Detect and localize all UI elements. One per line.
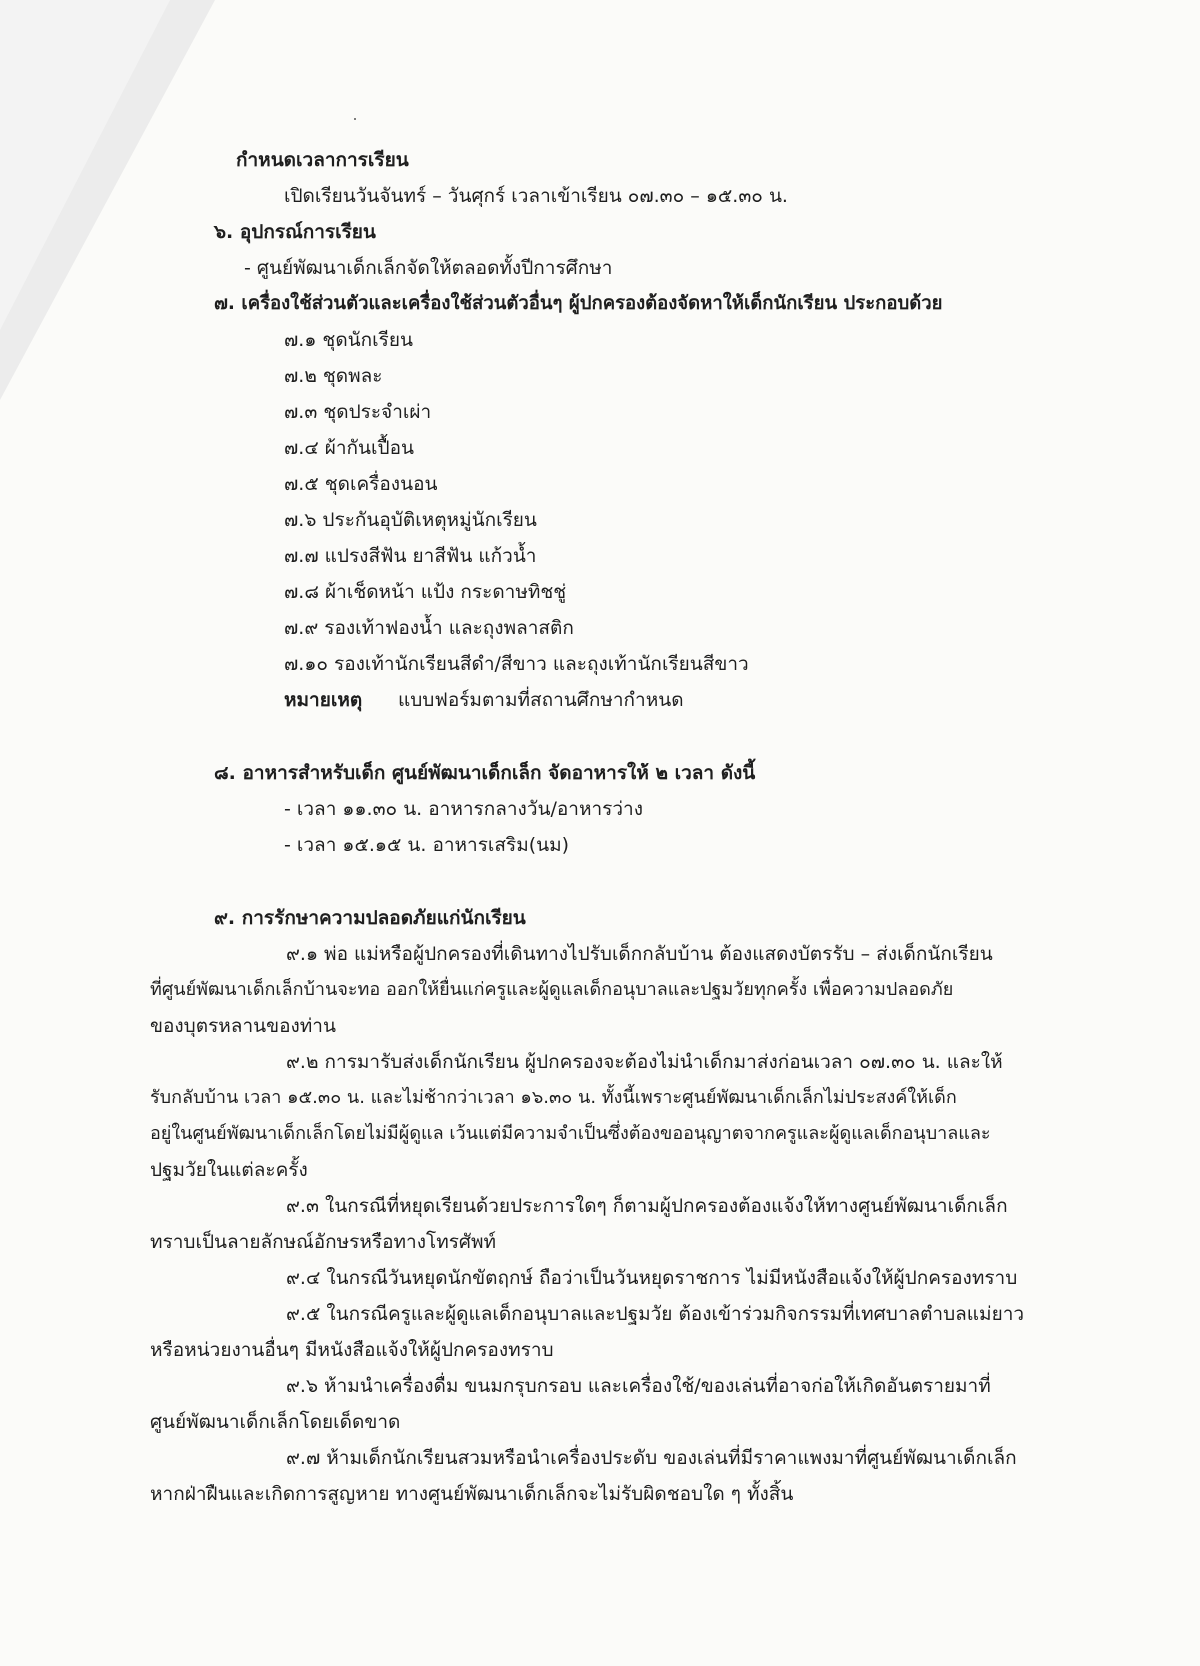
section-9-line: ๙.๒ การมารับส่งเด็กนักเรียน ผู้ปกครองจะต้องไม่นำเด็กมาส่งก่อนเวลา ๐๗.๓๐ น. และให้ bbox=[286, 1051, 1003, 1073]
section-9-heading: ๙. การรักษาความปลอดภัยแก่นักเรียน bbox=[214, 907, 526, 929]
section-9-line: อยู่ในศูนย์พัฒนาเด็กเล็กโดยไม่มีผู้ดูแล เว้นแต่มีความจำเป็นซึ่งต้องขออนุญาตจากครูและผู้ดูแลเด็กอนุบาลและ bbox=[150, 1123, 991, 1144]
schedule-heading: กำหนดเวลาการเรียน bbox=[236, 149, 409, 171]
section-9-line: ๙.๗ ห้ามเด็กนักเรียนสวมหรือนำเครื่องประดับ ของเล่นที่มีราคาแพงมาที่ศูนย์พัฒนาเด็กเล็ก bbox=[286, 1447, 1017, 1469]
section-6-line: - ศูนย์พัฒนาเด็กเล็กจัดให้ตลอดทั้งปีการศึกษา bbox=[244, 257, 613, 279]
section-9-line: ๙.๕ ในกรณีครูและผู้ดูแลเด็กอนุบาลและปฐมวัย ต้องเข้าร่วมกิจกรรมที่เทศบาลตำบลแม่ยาว bbox=[286, 1303, 1025, 1325]
section-7-item: ๗.๔ ผ้ากันเปื้อน bbox=[284, 437, 414, 459]
speck bbox=[354, 118, 356, 120]
section-9-line: ๙.๔ ในกรณีวันหยุดนักขัตฤกษ์ ถือว่าเป็นวันหยุดราชการ ไม่มีหนังสือแจ้งให้ผู้ปกครองทราบ bbox=[286, 1267, 1018, 1289]
section-9-line: ที่ศูนย์พัฒนาเด็กเล็กบ้านจะทอ ออกให้ยื่นแก่ครูและผู้ดูแลเด็กอนุบาลและปฐมวัยทุกครั้ง เพื่อความปลอดภัย bbox=[150, 979, 954, 1000]
section-7-heading: ๗. เครื่องใช้ส่วนตัวและเครื่องใช้ส่วนตัวอื่นๆ ผู้ปกครองต้องจัดหาให้เด็กนักเรียน ประกอบด้วย bbox=[214, 293, 943, 314]
folded-corner bbox=[0, 0, 170, 330]
section-7-item: ๗.๑๐ รองเท้านักเรียนสีดำ/สีขาว และถุงเท้านักเรียนสีขาว bbox=[284, 653, 749, 675]
section-6-heading: ๖. อุปกรณ์การเรียน bbox=[214, 221, 376, 243]
schedule-line: เปิดเรียนวันจันทร์ – วันศุกร์ เวลาเข้าเรียน ๐๗.๓๐ – ๑๕.๓๐ น. bbox=[284, 185, 788, 207]
section-9-line: ของบุตรหลานของท่าน bbox=[150, 1015, 336, 1037]
section-8-heading: ๘. อาหารสำหรับเด็ก ศูนย์พัฒนาเด็กเล็ก จัดอาหารให้ ๒ เวลา ดังนี้ bbox=[214, 762, 756, 784]
section-9-line: ศูนย์พัฒนาเด็กเล็กโดยเด็ดขาด bbox=[150, 1411, 401, 1433]
section-9-line: หรือหน่วยงานอื่นๆ มีหนังสือแจ้งให้ผู้ปกครองทราบ bbox=[150, 1339, 554, 1361]
section-9-line: ๙.๓ ในกรณีที่หยุดเรียนด้วยประการใดๆ ก็ตามผู้ปกครองต้องแจ้งให้ทางศูนย์พัฒนาเด็กเล็ก bbox=[286, 1195, 1008, 1217]
section-7-item: ๗.๒ ชุดพละ bbox=[284, 365, 383, 387]
note-label: หมายเหตุ bbox=[284, 689, 363, 711]
section-9-line: ๙.๑ พ่อ แม่หรือผู้ปกครองที่เดินทางไปรับเด็กกลับบ้าน ต้องแสดงบัตรรับ – ส่งเด็กนักเรียน bbox=[286, 943, 993, 965]
section-7-item: ๗.๖ ประกันอุบัติเหตุหมู่นักเรียน bbox=[284, 509, 537, 531]
section-7-item: ๗.๑ ชุดนักเรียน bbox=[284, 329, 413, 351]
section-9-line: ๙.๖ ห้ามนำเครื่องดื่ม ขนมกรุบกรอบ และเครื่องใช้/ของเล่นที่อาจก่อให้เกิดอันตรายมาที่ bbox=[286, 1375, 991, 1397]
section-7-item: ๗.๙ รองเท้าฟองน้ำ และถุงพลาสติก bbox=[284, 617, 574, 639]
section-8-item: - เวลา ๑๕.๑๕ น. อาหารเสริม(นม) bbox=[284, 834, 570, 856]
section-9-line: ปฐมวัยในแต่ละครั้ง bbox=[150, 1159, 308, 1181]
note-text: แบบฟอร์มตามที่สถานศึกษากำหนด bbox=[398, 689, 684, 711]
section-8-item: - เวลา ๑๑.๓๐ น. อาหารกลางวัน/อาหารว่าง bbox=[284, 798, 643, 820]
section-9-line: ทราบเป็นลายลักษณ์อักษรหรือทางโทรศัพท์ bbox=[150, 1231, 497, 1253]
section-7-item: ๗.๗ แปรงสีฟัน ยาสีฟัน แก้วน้ำ bbox=[284, 545, 537, 567]
section-9-line: หากฝ่าฝืนและเกิดการสูญหาย ทางศูนย์พัฒนาเด็กเล็กจะไม่รับผิดชอบใด ๆ ทั้งสิ้น bbox=[150, 1483, 794, 1505]
section-7-item: ๗.๘ ผ้าเช็ดหน้า แป้ง กระดาษทิชชู่ bbox=[284, 581, 567, 603]
section-7-item: ๗.๕ ชุดเครื่องนอน bbox=[284, 473, 438, 495]
section-9-line: รับกลับบ้าน เวลา ๑๕.๓๐ น. และไม่ช้ากว่าเวลา ๑๖.๓๐ น. ทั้งนี้เพราะศูนย์พัฒนาเด็กเล็กไม่ประสงค์ให้เด็ก bbox=[150, 1087, 957, 1108]
section-7-item: ๗.๓ ชุดประจำเผ่า bbox=[284, 401, 432, 423]
